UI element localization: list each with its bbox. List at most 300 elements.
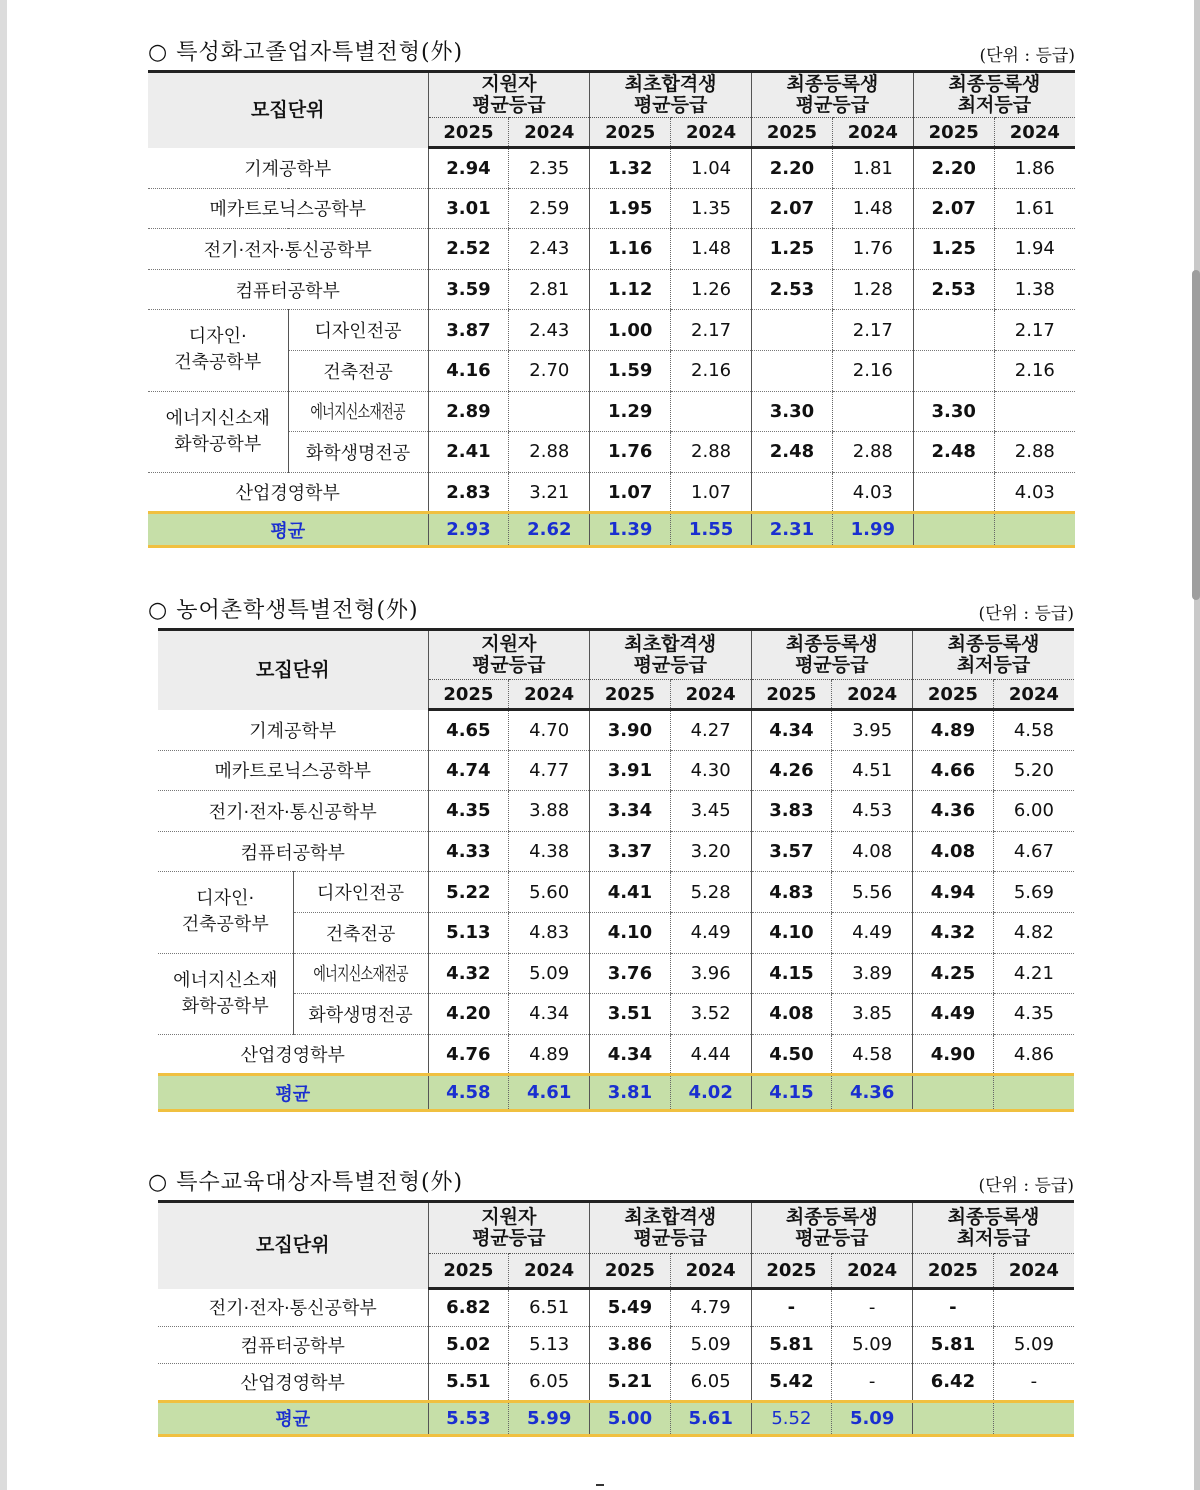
header-group-initial-admit: 최초합격생 평균등급 xyxy=(590,630,752,680)
average-cell: 2.31 xyxy=(752,513,833,547)
unit-name: 건축전공 xyxy=(293,912,428,953)
average-row xyxy=(148,513,1075,547)
grade-cell: 2.94 xyxy=(428,148,509,189)
header-year: 2024 xyxy=(832,118,913,148)
grade-cell: 1.07 xyxy=(671,472,752,513)
grade-cell: 4.49 xyxy=(913,994,994,1035)
grade-cell: 5.21 xyxy=(590,1364,671,1402)
grade-cell: - xyxy=(993,1364,1074,1402)
header-group-applicants: 지원자 평균등급 xyxy=(428,1202,590,1254)
grade-cell: 2.88 xyxy=(832,432,913,473)
section-vocational xyxy=(148,36,1075,548)
grade-cell: 1.32 xyxy=(590,148,671,189)
unit-name: 메카트로닉스공학부 xyxy=(148,188,428,229)
grade-cell: 4.34 xyxy=(751,710,832,751)
header-unit: 모집단위 xyxy=(158,630,428,710)
grade-cell: 4.90 xyxy=(913,1034,994,1075)
average-cell: 4.61 xyxy=(509,1075,590,1111)
grade-cell: 3.20 xyxy=(670,831,751,872)
unit-name: 디자인전공 xyxy=(293,872,428,913)
page-bottom-mark xyxy=(596,1484,604,1486)
table-row xyxy=(158,791,1074,832)
unit-name: 전기·전자·통신공학부 xyxy=(158,791,428,832)
grade-cell: 1.95 xyxy=(590,188,671,229)
header-year: 2024 xyxy=(994,118,1075,148)
department-group: 디자인· 건축공학부 xyxy=(158,872,293,953)
grade-cell: 4.51 xyxy=(832,750,913,791)
grade-cell: 3.01 xyxy=(428,188,509,229)
grade-cell: 1.07 xyxy=(590,472,671,513)
grade-cell: 5.20 xyxy=(993,750,1074,791)
grade-cell: 3.85 xyxy=(832,994,913,1035)
grade-cell: 3.57 xyxy=(751,831,832,872)
grade-table xyxy=(158,628,1074,1112)
grade-cell: 4.03 xyxy=(832,472,913,513)
grade-cell: 3.86 xyxy=(590,1326,671,1364)
grade-cell: 4.15 xyxy=(751,953,832,994)
table-row xyxy=(158,953,1074,994)
unit-name: 기계공학부 xyxy=(158,710,428,751)
grade-cell: 2.16 xyxy=(671,350,752,391)
header-year: 2025 xyxy=(913,680,994,710)
grade-cell: 4.32 xyxy=(428,953,509,994)
grade-cell: 1.29 xyxy=(590,391,671,432)
grade-cell: 4.86 xyxy=(993,1034,1074,1075)
scrollbar-thumb[interactable] xyxy=(1192,270,1200,600)
grade-cell: 1.25 xyxy=(752,229,833,270)
grade-cell: 4.25 xyxy=(913,953,994,994)
header-unit: 모집단위 xyxy=(158,1202,428,1289)
grade-cell: 4.50 xyxy=(751,1034,832,1075)
grade-cell: 4.03 xyxy=(994,472,1075,513)
unit-name: 산업경영학부 xyxy=(158,1034,428,1075)
grade-cell: 2.16 xyxy=(832,350,913,391)
grade-cell: 3.37 xyxy=(590,831,671,872)
average-cell: 5.61 xyxy=(670,1401,751,1435)
grade-cell: 3.30 xyxy=(913,391,994,432)
table-row xyxy=(158,1364,1074,1402)
grade-cell: 2.20 xyxy=(752,148,833,189)
grade-cell: 4.83 xyxy=(751,872,832,913)
grade-cell: 1.25 xyxy=(913,229,994,270)
grade-cell: 4.21 xyxy=(993,953,1074,994)
department-group: 디자인· 건축공학부 xyxy=(148,310,288,391)
grade-cell: 4.10 xyxy=(751,912,832,953)
grade-cell: 3.91 xyxy=(590,750,671,791)
grade-cell: 2.35 xyxy=(509,148,590,189)
grade-cell: 3.34 xyxy=(590,791,671,832)
average-cell: 3.81 xyxy=(590,1075,671,1111)
grade-cell xyxy=(752,310,833,351)
grade-cell: 3.95 xyxy=(832,710,913,751)
grade-cell: 3.90 xyxy=(590,710,671,751)
table-row xyxy=(158,1326,1074,1364)
grade-cell: 4.94 xyxy=(913,872,994,913)
grade-cell xyxy=(832,391,913,432)
header-year: 2024 xyxy=(671,118,752,148)
unit-name: 전기·전자·통신공학부 xyxy=(148,229,428,270)
grade-table xyxy=(158,1200,1074,1437)
grade-cell: 4.36 xyxy=(913,791,994,832)
unit-name: 기계공학부 xyxy=(148,148,428,189)
grade-cell xyxy=(913,350,994,391)
header-year: 2025 xyxy=(751,680,832,710)
grade-cell: 2.16 xyxy=(994,350,1075,391)
grade-cell: 1.28 xyxy=(832,269,913,310)
department-group: 에너지신소재 화학공학부 xyxy=(148,391,288,472)
unit-name: 컴퓨터공학부 xyxy=(158,831,428,872)
table-row xyxy=(148,472,1075,513)
table-row xyxy=(158,831,1074,872)
grade-cell: 4.74 xyxy=(428,750,509,791)
grade-cell: 2.59 xyxy=(509,188,590,229)
grade-cell: 3.21 xyxy=(509,472,590,513)
average-cell xyxy=(913,513,994,547)
grade-cell: 1.26 xyxy=(671,269,752,310)
section-header xyxy=(148,36,1075,70)
grade-cell: 5.09 xyxy=(993,1326,1074,1364)
header-group-final-enrolled-min: 최종등록생 최저등급 xyxy=(913,72,1075,118)
grade-cell: 4.20 xyxy=(428,994,509,1035)
header-year: 2025 xyxy=(428,680,509,710)
grade-cell: 5.69 xyxy=(993,872,1074,913)
grade-cell: 1.38 xyxy=(994,269,1075,310)
grade-cell: 1.35 xyxy=(671,188,752,229)
grade-cell: 3.88 xyxy=(509,791,590,832)
header-group-initial-admit: 최초합격생 평균등급 xyxy=(590,1202,752,1254)
grade-cell xyxy=(993,1289,1074,1327)
average-cell: 2.93 xyxy=(428,513,509,547)
scrollbar[interactable] xyxy=(1194,0,1200,1490)
header-year: 2024 xyxy=(993,1254,1074,1289)
header-year: 2024 xyxy=(993,680,1074,710)
grade-cell xyxy=(913,472,994,513)
grade-cell: 4.58 xyxy=(832,1034,913,1075)
grade-cell: 4.26 xyxy=(751,750,832,791)
grade-cell: 4.35 xyxy=(428,791,509,832)
grade-cell: 5.02 xyxy=(428,1326,509,1364)
header-year: 2024 xyxy=(509,118,590,148)
header-group-final-enrolled-min: 최종등록생 최저등급 xyxy=(913,630,1075,680)
average-cell: 4.36 xyxy=(832,1075,913,1111)
grade-cell: 3.87 xyxy=(428,310,509,351)
table-row xyxy=(148,432,1075,473)
grade-cell: 2.52 xyxy=(428,229,509,270)
grade-cell: 5.49 xyxy=(590,1289,671,1327)
grade-cell: 5.13 xyxy=(428,912,509,953)
grade-cell: 3.89 xyxy=(832,953,913,994)
grade-cell: 4.89 xyxy=(913,710,994,751)
grade-cell: 5.60 xyxy=(509,872,590,913)
grade-cell: 2.48 xyxy=(913,432,994,473)
grade-cell: 4.83 xyxy=(509,912,590,953)
grade-cell: 1.81 xyxy=(832,148,913,189)
header-group-final-enrolled-avg: 최종등록생 평균등급 xyxy=(751,630,913,680)
average-cell: 4.15 xyxy=(751,1075,832,1111)
grade-cell: 6.82 xyxy=(428,1289,509,1327)
grade-table xyxy=(148,70,1075,548)
average-cell: 1.55 xyxy=(671,513,752,547)
average-label: 평균 xyxy=(148,513,428,547)
grade-cell: 3.30 xyxy=(752,391,833,432)
average-cell: 5.00 xyxy=(590,1401,671,1435)
header-year: 2025 xyxy=(752,118,833,148)
grade-cell xyxy=(994,391,1075,432)
department-group: 에너지신소재 화학공학부 xyxy=(158,953,293,1034)
grade-cell: 4.41 xyxy=(590,872,671,913)
grade-cell: - xyxy=(751,1289,832,1327)
grade-cell: 4.30 xyxy=(670,750,751,791)
grade-cell: 5.56 xyxy=(832,872,913,913)
average-cell xyxy=(994,513,1075,547)
grade-cell: 4.49 xyxy=(832,912,913,953)
grade-cell: 2.89 xyxy=(428,391,509,432)
grade-cell: 2.17 xyxy=(832,310,913,351)
grade-cell: 5.81 xyxy=(751,1326,832,1364)
grade-cell: 5.09 xyxy=(832,1326,913,1364)
header-year: 2024 xyxy=(832,680,913,710)
average-label: 평균 xyxy=(158,1401,428,1435)
section-header xyxy=(148,1166,1074,1200)
grade-cell: 4.89 xyxy=(509,1034,590,1075)
section-rural xyxy=(148,594,1074,1112)
grade-cell: 2.43 xyxy=(509,310,590,351)
grade-cell: 2.07 xyxy=(913,188,994,229)
grade-cell: 4.08 xyxy=(832,831,913,872)
grade-cell: 4.70 xyxy=(509,710,590,751)
average-cell: 4.02 xyxy=(670,1075,751,1111)
table-row xyxy=(148,229,1075,270)
grade-cell: 1.12 xyxy=(590,269,671,310)
average-cell: 5.52 xyxy=(751,1401,832,1435)
unit-name: 산업경영학부 xyxy=(148,472,428,513)
average-cell: 1.39 xyxy=(590,513,671,547)
unit-name: 에너지신소재전공 xyxy=(288,391,428,432)
section-special-education xyxy=(148,1166,1074,1437)
grade-cell: 2.43 xyxy=(509,229,590,270)
grade-cell xyxy=(752,472,833,513)
header-group-final-enrolled-min: 최종등록생 최저등급 xyxy=(913,1202,1075,1254)
grade-cell: 4.10 xyxy=(590,912,671,953)
grade-cell: 4.79 xyxy=(670,1289,751,1327)
average-cell: 5.99 xyxy=(509,1401,590,1435)
grade-cell: 2.88 xyxy=(671,432,752,473)
average-cell xyxy=(913,1401,994,1435)
average-cell: 5.53 xyxy=(428,1401,509,1435)
unit-name: 에너지신소재전공 xyxy=(293,953,428,994)
header-year: 2025 xyxy=(590,680,671,710)
unit-note: (단위 : 등급) xyxy=(978,1176,1074,1196)
grade-cell: 4.16 xyxy=(428,350,509,391)
grade-cell: 6.42 xyxy=(913,1364,994,1402)
grade-cell: 2.53 xyxy=(752,269,833,310)
table-row xyxy=(158,912,1074,953)
grade-cell: 4.77 xyxy=(509,750,590,791)
section-title: ○ 특성화고졸업자특별전형(外) xyxy=(148,40,464,65)
grade-cell: 3.96 xyxy=(670,953,751,994)
header-year: 2025 xyxy=(428,118,509,148)
table-row xyxy=(148,269,1075,310)
table-row xyxy=(148,188,1075,229)
unit-name: 건축전공 xyxy=(288,350,428,391)
grade-cell: 5.42 xyxy=(751,1364,832,1402)
table-row xyxy=(158,1034,1074,1075)
grade-cell: 4.08 xyxy=(913,831,994,872)
unit-name: 화학생명전공 xyxy=(288,432,428,473)
grade-cell: 4.32 xyxy=(913,912,994,953)
grade-cell: 4.38 xyxy=(509,831,590,872)
grade-cell: 2.07 xyxy=(752,188,833,229)
grade-cell: 3.83 xyxy=(751,791,832,832)
grade-cell: 3.51 xyxy=(590,994,671,1035)
header-year: 2025 xyxy=(913,1254,994,1289)
unit-name: 전기·전자·통신공학부 xyxy=(158,1289,428,1327)
header-year: 2024 xyxy=(509,1254,590,1289)
grade-cell: 2.81 xyxy=(509,269,590,310)
section-header xyxy=(148,594,1074,628)
table-row xyxy=(158,994,1074,1035)
grade-cell: 2.70 xyxy=(509,350,590,391)
grade-cell: - xyxy=(832,1364,913,1402)
unit-note: (단위 : 등급) xyxy=(978,604,1074,624)
average-cell xyxy=(993,1075,1074,1111)
header-year: 2025 xyxy=(751,1254,832,1289)
grade-cell: 1.48 xyxy=(671,229,752,270)
grade-cell: 1.59 xyxy=(590,350,671,391)
grade-cell: 4.53 xyxy=(832,791,913,832)
grade-cell xyxy=(509,391,590,432)
average-cell: 1.99 xyxy=(832,513,913,547)
grade-cell: 4.49 xyxy=(670,912,751,953)
average-row xyxy=(158,1075,1074,1111)
grade-cell: 4.44 xyxy=(670,1034,751,1075)
grade-cell: 1.94 xyxy=(994,229,1075,270)
header-year: 2024 xyxy=(832,1254,913,1289)
grade-cell: 1.48 xyxy=(832,188,913,229)
table-row xyxy=(148,350,1075,391)
grade-cell: 4.08 xyxy=(751,994,832,1035)
grade-cell: 5.22 xyxy=(428,872,509,913)
page-edge-left xyxy=(0,0,7,1490)
header-group-initial-admit: 최초합격생 평균등급 xyxy=(590,72,752,118)
header-year: 2025 xyxy=(590,1254,671,1289)
grade-cell: 6.51 xyxy=(509,1289,590,1327)
average-label: 평균 xyxy=(158,1075,428,1111)
section-title: ○ 특수교육대상자특별전형(外) xyxy=(148,1170,464,1195)
grade-cell: 6.00 xyxy=(993,791,1074,832)
header-year: 2025 xyxy=(590,118,671,148)
unit-name: 컴퓨터공학부 xyxy=(158,1326,428,1364)
grade-cell xyxy=(913,310,994,351)
grade-cell: 1.76 xyxy=(590,432,671,473)
average-cell xyxy=(993,1401,1074,1435)
header-group-applicants: 지원자 평균등급 xyxy=(428,72,590,118)
grade-cell: 4.66 xyxy=(913,750,994,791)
grade-cell: 4.65 xyxy=(428,710,509,751)
unit-name: 화학생명전공 xyxy=(293,994,428,1035)
grade-cell: 3.76 xyxy=(590,953,671,994)
table-row xyxy=(158,872,1074,913)
unit-name: 디자인전공 xyxy=(288,310,428,351)
section-title: ○ 농어촌학생특별전형(外) xyxy=(148,598,419,623)
unit-name: 컴퓨터공학부 xyxy=(148,269,428,310)
grade-cell: 2.20 xyxy=(913,148,994,189)
grade-cell: 5.13 xyxy=(509,1326,590,1364)
grade-cell: - xyxy=(913,1289,994,1327)
grade-cell: 4.76 xyxy=(428,1034,509,1075)
unit-note: (단위 : 등급) xyxy=(979,46,1075,66)
table-row xyxy=(148,148,1075,189)
grade-cell: 4.82 xyxy=(993,912,1074,953)
grade-cell: 6.05 xyxy=(670,1364,751,1402)
header-year: 2024 xyxy=(509,680,590,710)
grade-cell: 5.81 xyxy=(913,1326,994,1364)
header-group-applicants: 지원자 평균등급 xyxy=(428,630,590,680)
grade-cell xyxy=(671,391,752,432)
average-cell xyxy=(913,1075,994,1111)
grade-cell: 5.51 xyxy=(428,1364,509,1402)
grade-cell xyxy=(752,350,833,391)
grade-cell: 4.35 xyxy=(993,994,1074,1035)
average-cell: 2.62 xyxy=(509,513,590,547)
header-year: 2025 xyxy=(913,118,994,148)
grade-cell: 3.45 xyxy=(670,791,751,832)
table-row xyxy=(148,391,1075,432)
grade-cell: 2.17 xyxy=(994,310,1075,351)
grade-cell: 5.09 xyxy=(509,953,590,994)
table-row xyxy=(158,710,1074,751)
unit-name: 산업경영학부 xyxy=(158,1364,428,1402)
grade-cell: 1.86 xyxy=(994,148,1075,189)
average-cell: 4.58 xyxy=(428,1075,509,1111)
unit-name: 메카트로닉스공학부 xyxy=(158,750,428,791)
grade-cell: 1.04 xyxy=(671,148,752,189)
grade-cell: 5.09 xyxy=(670,1326,751,1364)
header-year: 2025 xyxy=(428,1254,509,1289)
grade-cell: 5.28 xyxy=(670,872,751,913)
header-year: 2024 xyxy=(670,680,751,710)
average-row xyxy=(158,1401,1074,1435)
grade-cell: 1.16 xyxy=(590,229,671,270)
grade-cell: 6.05 xyxy=(509,1364,590,1402)
grade-cell: 4.34 xyxy=(590,1034,671,1075)
grade-cell: 4.27 xyxy=(670,710,751,751)
grade-cell: 2.53 xyxy=(913,269,994,310)
table-row xyxy=(158,1289,1074,1327)
grade-cell: 3.52 xyxy=(670,994,751,1035)
grade-cell: 1.61 xyxy=(994,188,1075,229)
grade-cell: 2.88 xyxy=(994,432,1075,473)
header-unit: 모집단위 xyxy=(148,72,428,148)
grade-cell: 1.00 xyxy=(590,310,671,351)
table-row xyxy=(158,750,1074,791)
grade-cell: 4.34 xyxy=(509,994,590,1035)
header-group-final-enrolled-avg: 최종등록생 평균등급 xyxy=(752,72,914,118)
grade-cell: - xyxy=(832,1289,913,1327)
grade-cell: 1.76 xyxy=(832,229,913,270)
grade-cell: 2.88 xyxy=(509,432,590,473)
grade-cell: 2.83 xyxy=(428,472,509,513)
grade-cell: 2.48 xyxy=(752,432,833,473)
header-group-final-enrolled-avg: 최종등록생 평균등급 xyxy=(751,1202,913,1254)
grade-cell: 4.67 xyxy=(993,831,1074,872)
grade-cell: 3.59 xyxy=(428,269,509,310)
grade-cell: 2.17 xyxy=(671,310,752,351)
table-row xyxy=(148,310,1075,351)
average-cell: 5.09 xyxy=(832,1401,913,1435)
grade-cell: 4.33 xyxy=(428,831,509,872)
grade-cell: 4.58 xyxy=(993,710,1074,751)
